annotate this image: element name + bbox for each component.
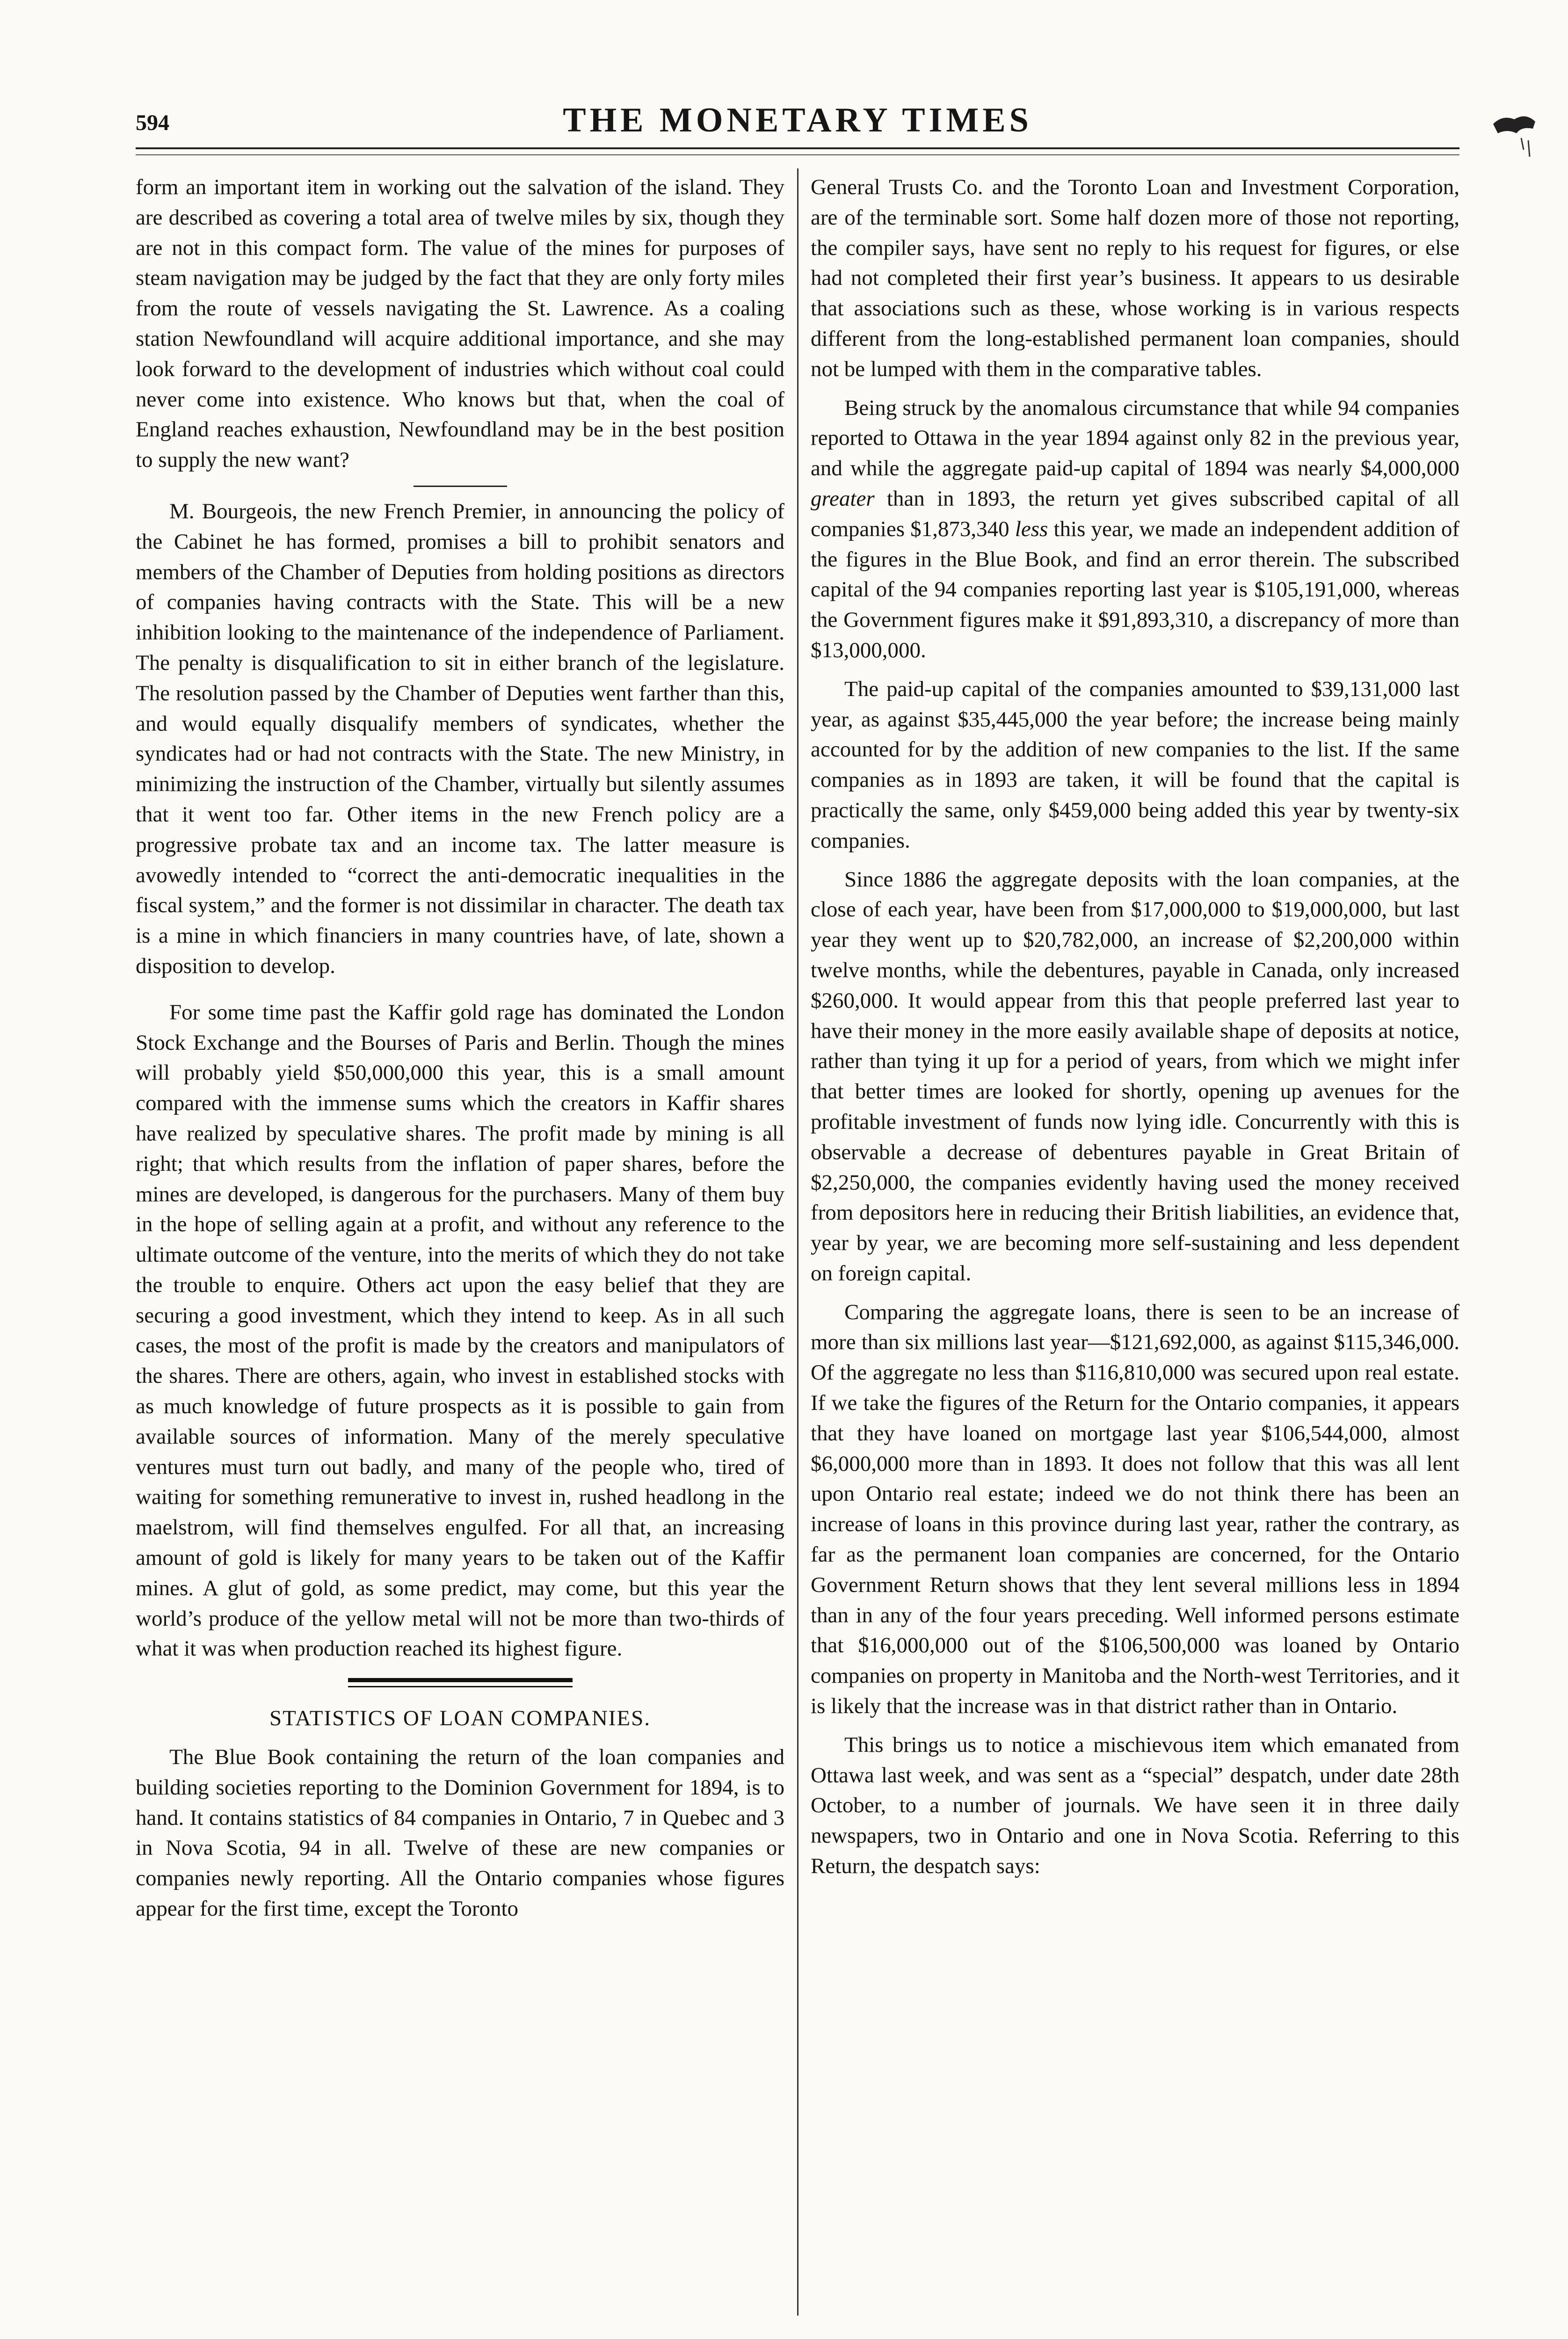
section-rule-thin — [348, 1686, 573, 1687]
paragraph-text: than in 1893, the return yet gives subscribed capital of all companies $1,873,340 — [811, 486, 1459, 541]
ink-blot-mark — [1488, 105, 1540, 161]
article-paragraph: The paid-up capital of the companies amounted to $39,131,000 last year, as against $35,445,000 the year before; the increase being mainly accounted for by the addition of new companies to the list. If the same companies as in 1893 are taken, it will be found that the capital is practically the same, only $459,000 being added this year by twenty-six companies. — [811, 676, 1459, 853]
article-paragraph: Since 1886 the aggregate deposits with the loan companies, at the close of each year, have been from $17,000,000 to $19,000,000, but last year they went up to $20,782,000, an increase of $2,200,000 within twelve months, while the debentures, payable in Canada, only increased $260,000. It would appear from this that people preferred last year to have their money in the more easily available shape of deposits at notice, rather than tying it up for a period of years, from which we might infer that better times are looked for shortly, opening up avenues for the profitable investment of funds now lying idle. Concurrently with this is observable a decrease of debentures payable in Great Britain of $2,250,000, the companies evidently having used the money received from depositors here in reducing their British liabilities, an evidence that, year by year, we are becoming more self-sustaining and less dependent on foreign capital. — [811, 867, 1459, 1286]
page-header — [136, 101, 1459, 143]
article-paragraph: General Trusts Co. and the Toronto Loan and Investment Corporation, are of the terminable sort. Some half dozen more of those not reporting, the compiler says, have sent no reply to his request for figures, or else had not completed their first year’s business. It appears to us desirable that associations such as these, whose working is in various respects different from the long-established permanent loan companies, should not be lumped with them in the comparative tables. — [811, 175, 1459, 381]
right-column — [811, 172, 1459, 2301]
journal-title: THE MONETARY TIMES — [563, 101, 1032, 139]
paragraph-gap — [136, 981, 784, 997]
article-paragraph: The Blue Book containing the return of the loan companies and building societies reporting to the Dominion Government for 1894, is to hand. It contains statistics of 84 companies in Ontario, 7 in Quebec and 3 in Nova Scotia, 94 in all. Twelve of these are new companies or companies newly reporting. All the Ontario companies whose figures appear for the first time, except the Toronto — [136, 1745, 784, 1921]
article-paragraph: For some time past the Kaffir gold rage has dominated the London Stock Exchange and the Bourses of Paris and Berlin. Though the mines will probably yield $50,000,000 this year, this is a small amount compared with the immense sums which the creators in Kaffir shares have realized by speculative shares. The profit made by mining is all right; that which results from the inflation of paper shares, before the mines are developed, is dangerous for the purchasers. Many of them buy in the hope of selling again at a profit, and without any reference to the ultimate outcome of the venture, into the merits of which they do not take the trouble to enquire. Others act upon the easy belief that they are securing a good investment, which they intend to keep. As in all such cases, the most of the profit is made by the creators and manipulators of the shares. There are others, again, who invest in established stocks with as much knowledge of future prospects as it is possible to gain from available sources of information. Many of the merely speculative ventures must turn out badly, and many of the people who, tired of waiting for something remunerative to invest in, rushed headlong in the maelstrom, will find themselves engulfed. For all that, an increasing amount of gold is likely for many years to be taken out of the Kaffir mines. A glut of gold, as some predict, may come, but this year the world’s produce of the yellow metal will not be more than two-thirds of what it was when production reached its highest figure. — [136, 1000, 784, 1661]
column-divider — [797, 168, 799, 2316]
page-number: 594 — [136, 110, 169, 135]
article-paragraph: Comparing the aggregate loans, there is seen to be an increase of more than six millions last year—$121,692,000, as against $115,346,000. Of the aggregate no less than $116,810,000 was secured upon real estate. If we take the figures of the Return for the Ontario companies, it appears that they have loaned on mortgage last year $106,544,000, almost $6,000,000 more than in 1893. It does not follow that this was all lent upon Ontario real estate; indeed we do not think there has been an increase of loans in this province during last year, rather the contrary, as far as the permanent loan companies are concerned, for the Ontario Government Return shows that they lent several millions less in 1894 than in any of the four years preceding. Well informed persons estimate that $16,000,000 out of the $106,500,000 was loaned by Ontario companies on property in Manitoba and the North-west Territories, and it is likely that the increase was in that district rather than in Ontario. — [811, 1300, 1459, 1719]
emphasis-text: greater — [811, 486, 875, 511]
emphasis-text: less — [1015, 516, 1048, 541]
article-paragraph: M. Bourgeois, the new French Premier, in announcing the policy of the Cabinet he has formed, promises a bill to prohibit senators and members of the Chamber of Deputies from holding positions as directors of companies having contracts with the State. This will be a new inhibition looking to the maintenance of the independence of Parliament. The penalty is disqualification to sit in either branch of the legislature. The resolution passed by the Chamber of Deputies went farther than this, and would equally disqualify members of syndicates, whether the syndicates had or had not contracts with the State. The new Ministry, in minimizing the instruction of the Chamber, virtually but silently assumes that it went too far. Other items in the new French policy are a progressive probate tax and an income tax. The latter measure is avowedly intended to “correct the anti-democratic inequalities in the fiscal system,” and the former is not dissimilar in character. The death tax is a mine in which financiers in many countries have, of late, shown a disposition to develop. — [136, 499, 784, 978]
article-paragraph — [811, 393, 1459, 666]
section-rule-thick — [348, 1678, 573, 1682]
left-column — [136, 172, 784, 2301]
article-paragraph: This brings us to notice a mischievous item which emanated from Ottawa last week, and was sent as a “special” despatch, under date 28th October, to a number of journals. We have seen it in three daily newspapers, two in Ontario and one in Nova Scotia. Referring to this Return, the despatch says: — [811, 1732, 1459, 1879]
article-paragraph: form an important item in working out the salvation of the island. They are described as covering a total area of twelve miles by six, though they are not in this compact form. The value of the mines for purposes of steam navigation may be judged by the fact that they are only forty miles from the route of vessels navigating the St. Lawrence. As a coaling station Newfoundland will acquire additional importance, and she may look forward to the development of industries which without coal could never come into existence. Who knows but that, when the coal of England reaches exhaustion, Newfoundland may be in the best position to supply the new want? — [136, 175, 784, 472]
header-rule-secondary — [136, 154, 1459, 155]
article-separator — [414, 486, 507, 487]
section-heading: STATISTICS OF LOAN COMPANIES. — [269, 1706, 651, 1731]
header-rule — [136, 147, 1459, 149]
paragraph-text: Being struck by the anomalous circumstance that while 94 companies reported to Ottawa in the year 1894 against only 82 in the previous year, and while the aggregate paid-up capital of 1894 was nearly $4,000,000 — [811, 395, 1459, 481]
paragraph-text: this year, we made an independent addition of the figures in the Blue Book, and find an error therein. The subscribed capital of the 94 companies reporting last year is $105,191,000, whereas the Government figures make it $91,893,310, a discrepancy of more than $13,000,000. — [811, 516, 1459, 662]
